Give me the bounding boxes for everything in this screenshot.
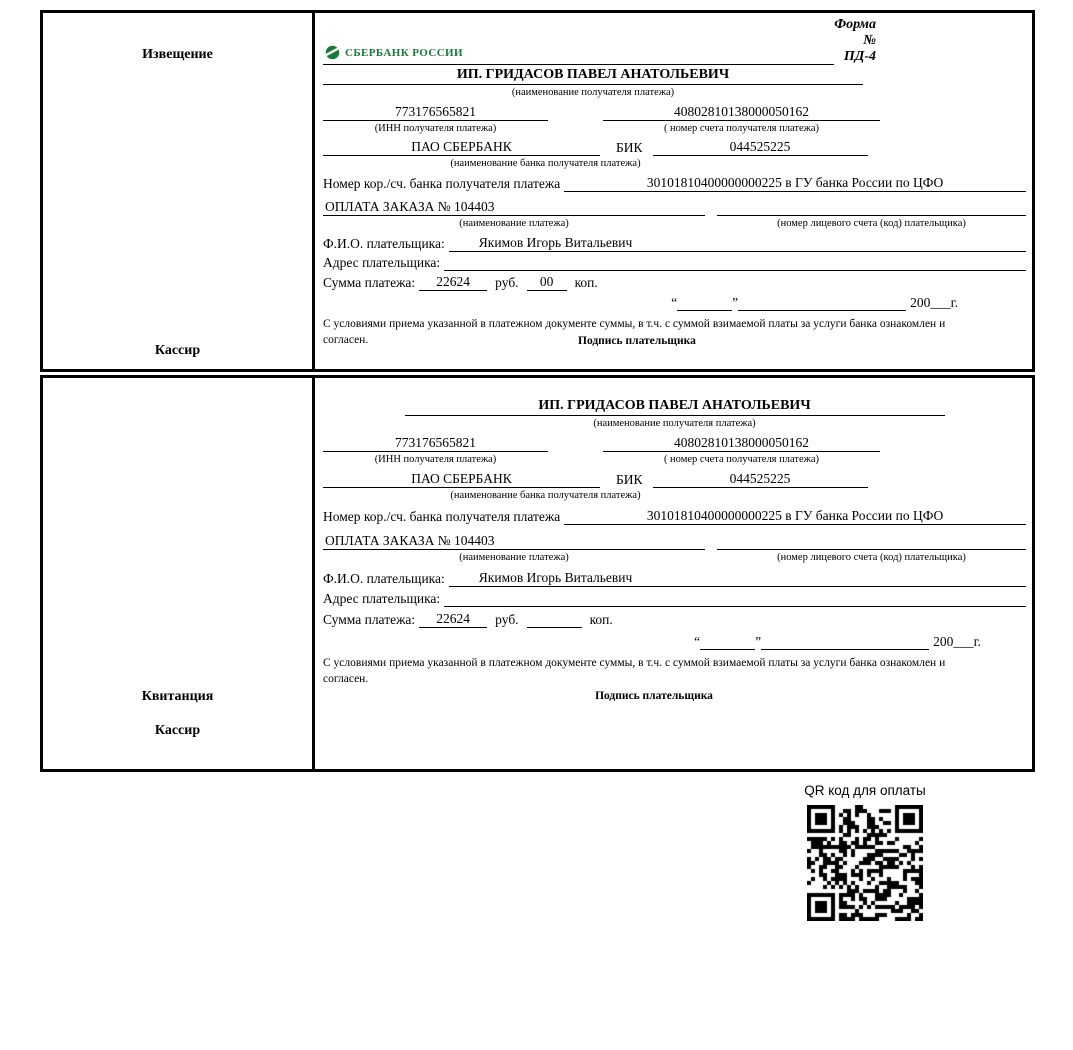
notice-section [40, 10, 1035, 372]
signature-label: Подпись плательщика [578, 335, 696, 348]
sberbank-logo-text: СБЕРБАНК РОССИИ [345, 46, 463, 59]
amount-kop-field [527, 612, 582, 628]
corr-account-label: Номер кор./сч. банка получателя платежа [323, 176, 561, 192]
inn-account-captions [323, 121, 1026, 137]
payment-purpose-row [323, 199, 1026, 216]
corr-account-value: 30101810400000000225 в ГУ банка России по ЦФО [564, 508, 1026, 525]
agreement-block [323, 656, 985, 687]
year-label: 200___г. [910, 295, 958, 310]
inn-value: 773176565821 [323, 104, 548, 121]
personal-account-field [717, 534, 1026, 550]
recipient-caption: (наименование получателя платежа) [593, 418, 756, 429]
date-day-field [700, 634, 755, 650]
account-caption: ( номер счета получателя платежа) [663, 122, 820, 134]
corr-account-label: Номер кор./сч. банка получателя платежа [323, 509, 561, 525]
personal-account-caption: (номер лицевого счета (код) плательщика) [777, 218, 966, 230]
agreement-text: С условиями приема указанной в платежном документе суммы, в т.ч. с суммой взимаемой платы за услуги банка ознакомлен и согласен. [323, 318, 946, 346]
personal-account-field [717, 200, 1026, 216]
amount-rub-value: 22624 [419, 611, 487, 628]
signature-label: Подпись плательщика [595, 690, 713, 703]
recipient-name: ИП. ГРИДАСОВ ПАВЕЛ АНАТОЛЬЕВИЧ [323, 67, 863, 85]
payment-captions-row [323, 550, 1026, 566]
inn-account-captions [323, 452, 1026, 468]
date-row [323, 295, 1026, 311]
payer-address-field [444, 591, 1026, 607]
receipt-section [40, 375, 1035, 772]
form-number-label: Форма № ПД-4 [834, 17, 876, 64]
amount-rub-value: 22624 [419, 274, 487, 291]
inn-account-row [323, 435, 1026, 452]
payer-address-row [323, 255, 1026, 271]
qr-block [770, 783, 960, 926]
corr-account-row [323, 175, 1026, 192]
quote-close: ” [755, 634, 762, 649]
bank-name-value: ПАО СБЕРБАНК [323, 471, 600, 488]
personal-account-caption: (номер лицевого счета (код) плательщика) [777, 552, 966, 564]
amount-label: Сумма платежа: [323, 612, 416, 627]
rub-label: руб. [495, 275, 519, 290]
quote-open: “ [671, 295, 678, 310]
payment-purpose-value: ОПЛАТА ЗАКАЗА № 104403 [323, 533, 705, 550]
bik-label: БИК [616, 471, 643, 487]
payer-name-row [323, 570, 1026, 587]
notice-cashier-label: Кассир [154, 343, 201, 358]
receipt-cashier-label: Кассир [154, 723, 201, 738]
bank-bik-row [323, 471, 1026, 488]
bank-name-value: ПАО СБЕРБАНК [323, 139, 600, 156]
recipient-caption: (наименование получателя платежа) [511, 87, 675, 98]
payer-name-value: Якимов Игорь Витальевич [449, 570, 1026, 587]
payment-caption: (наименование платежа) [459, 552, 569, 564]
account-caption: ( номер счета получателя платежа) [663, 453, 820, 465]
payment-purpose-row [323, 533, 1026, 550]
form-header-row [323, 17, 1026, 65]
sberbank-logo [323, 42, 834, 65]
qr-code-image [807, 805, 923, 921]
kop-label: коп. [589, 612, 613, 627]
amount-row [323, 274, 1026, 291]
receipt-form-body [315, 378, 1032, 769]
kop-label: коп. [574, 275, 598, 290]
bik-value: 044525225 [653, 471, 868, 488]
notice-form-body [315, 13, 1032, 369]
qr-caption: QR код для оплаты [804, 783, 926, 798]
amount-kop-value: 00 [527, 274, 567, 291]
date-day-field [677, 295, 732, 311]
payer-name-label: Ф.И.О. плательщика: [323, 571, 445, 586]
recipient-name: ИП. ГРИДАСОВ ПАВЕЛ АНАТОЛЬЕВИЧ [405, 398, 945, 416]
inn-account-row [323, 104, 1026, 121]
quote-open: “ [694, 634, 701, 649]
payment-captions-row [323, 216, 1026, 232]
amount-row [323, 611, 1026, 628]
corr-account-row [323, 508, 1026, 525]
bank-caption: (наименование банка получателя платежа) [450, 157, 641, 169]
amount-label: Сумма платежа: [323, 275, 416, 290]
bik-label: БИК [616, 139, 643, 155]
bik-value: 044525225 [653, 139, 868, 156]
account-value: 40802810138000050162 [603, 104, 880, 121]
notice-left-column [43, 13, 315, 369]
year-label: 200___г. [933, 634, 981, 649]
bank-bik-row [323, 139, 1026, 156]
date-row [323, 634, 1026, 650]
payer-address-row [323, 591, 1026, 607]
receipt-left-column [43, 378, 315, 769]
receipt-title: Квитанция [141, 689, 214, 704]
rub-label: руб. [495, 612, 519, 627]
notice-title: Извещение [142, 47, 213, 62]
payer-name-label: Ф.И.О. плательщика: [323, 236, 445, 251]
payment-purpose-value: ОПЛАТА ЗАКАЗА № 104403 [323, 199, 705, 216]
inn-value: 773176565821 [323, 435, 548, 452]
account-value: 40802810138000050162 [603, 435, 880, 452]
payer-address-label: Адрес плательщика: [323, 591, 441, 606]
inn-caption: (ИНН получателя платежа) [374, 453, 497, 465]
payment-caption: (наименование платежа) [459, 218, 569, 230]
sberbank-logo-icon [325, 45, 340, 60]
agreement-block [323, 317, 985, 348]
payer-name-value: Якимов Игорь Витальевич [449, 235, 1026, 252]
date-month-field [738, 295, 906, 311]
bank-caption: (наименование банка получателя платежа) [450, 489, 641, 501]
payer-name-row [323, 235, 1026, 252]
payer-address-label: Адрес плательщика: [323, 255, 441, 270]
date-month-field [761, 634, 929, 650]
inn-caption: (ИНН получателя платежа) [374, 122, 497, 134]
agreement-text: С условиями приема указанной в платежном документе суммы, в т.ч. с суммой взимаемой платы за услуги банка ознакомлен и согласен. [323, 657, 946, 685]
payer-address-field [444, 255, 1026, 271]
corr-account-value: 30101810400000000225 в ГУ банка России по ЦФО [564, 175, 1026, 192]
quote-close: ” [732, 295, 739, 310]
